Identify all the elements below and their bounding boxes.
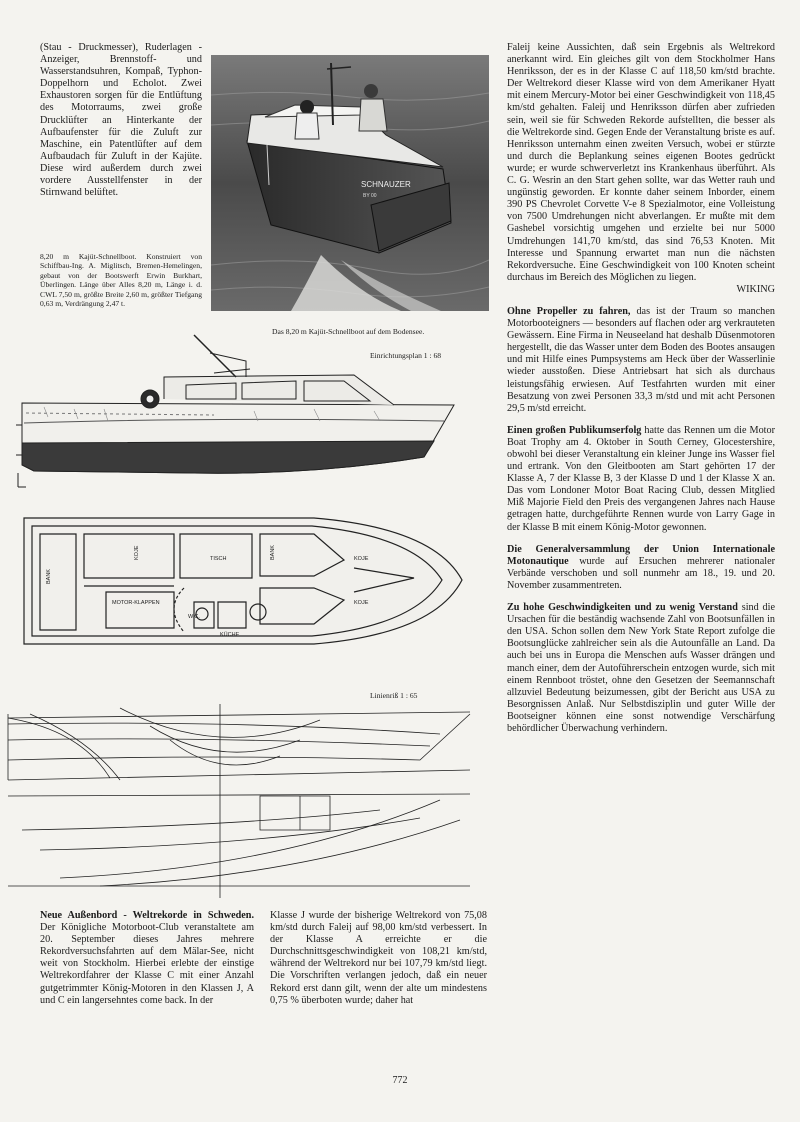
plan-label-koje-2: KOJE xyxy=(354,556,369,562)
einrichtungsplan-label: Einrichtungsplan 1 : 68 xyxy=(370,351,442,360)
plan-label-wc: W.C. xyxy=(188,614,200,620)
speed-heading: Zu hohe Geschwindigkeiten und zu wenig Verstand xyxy=(507,602,738,614)
col1-top-text xyxy=(40,42,202,199)
plan-label-bank-right: BANK xyxy=(270,545,276,560)
plan-label-koje-1: KOJE xyxy=(134,545,140,560)
signature: WIKING xyxy=(736,283,775,295)
section-speed xyxy=(507,602,775,735)
lines-drawing xyxy=(0,700,480,898)
page-number: 772 xyxy=(392,1075,408,1086)
plan-label-motor-klappen: MOTOR-KLAPPEN xyxy=(112,600,160,606)
boat-name-text: SCHNAUZER xyxy=(361,180,411,189)
section-uim xyxy=(507,544,775,592)
publikum-body: hatte das Rennen um die Motor Boat Trophy am 4. Oktober in South Cerney, Glocestershire, obwohl bei dieser Veranstaltung ein kleiner Junge ins Wasser fiel und ertrank. Von den Gleitbooten am Start gehörten 17 der Klasse A, 7 der Klasse B, 3 der Klasse D und 1 der Klasse X an. Das vom Londoner Motor Boat Racing Club, dessen Mitglied Miß Majorie Field den Preis des vergangenen Jahres nach Hause getragen hatte, durchgeführte Rennen wurde von Larry Gage in der Klasse B mit einem König-Motor gewonnen. xyxy=(507,424,775,533)
uim-body: wurde auf Ersuchen mehrerer nationaler Verbände verschoben und soll nunmehr am 18., 19. und 20. November zusammentreten. xyxy=(507,555,775,591)
plan-label-tisch: TISCH xyxy=(210,556,227,562)
aussenbord-text xyxy=(40,910,254,1007)
col3-top-paragraph: Faleij keine Aussichten, daß sein Ergebnis als Weltrekord anerkannt wird. Ein gleiches gilt von dem Stockholmer Hans Henriksson, der es in der Klasse C auf 118,50 km/std brachte. Der Weltrekord dieser Klasse wird von dem Amerikaner Hyatt mit einem Mercury-Motor bei einer Geschwindigkeit von 118,45 km/std gehalten. Faleij und Henriksson dürfen aber zufrieden sein, weil sie für Schweden Rekorde aufstellten, die besser als die Weltrekorde sind. Gegen Ende der Veranstaltung briste es auf. Henriksson unternahm einen zweiten Versuch, wobei er stürzte und durch die Beplankung seines eigenen Bootes gedrückt wurde; er wurde schwerverletzt ins Krankenhaus überführt. Als C. G. Wesrin an den Start gehen sollte, war das Wetter rauh und ungünstig geworden. Er konnte daher seinem Inborder, einem 390 PS Chevrolet Corvette V-e 8 Spezialmotor, eine Volleistung von 7500 Umdrehungen nicht abverlangen. Er mußte mit dem Gashebel vorsichtig umgehen und erzielte bei nur 5000 Umdrehungen 141,70 km/std, das sind 76,53 Knoten. Mit Interesse und Spannung erwartet man nun die nächsten Rekordversuche. Eine Geschwindigkeit von 100 Knoten scheint durchaus im Bereich des Möglichen zu liegen. xyxy=(507,42,775,283)
spec-caption-text: 8,20 m Kajüt-Schnellboot. Konstruiert von Schiffbau-Ing. A. Miglitsch, Bremen-Hemelingen, gebaut von der Bootswerft Erwin Burkhart, Überlingen. Länge über Alles 8,20 m, Länge i. d. CWL 7,50 m, größte Breite 2,60 m, größter Tiefgang 0,63 m, Verdrängung 2,47 t. xyxy=(40,252,202,309)
plan-view-drawing xyxy=(14,508,464,658)
propeller-body: das ist der Traum so manchen Motorbooteigners — besonders auf flachen oder arg verkrauteten Gewässern. Eine Firma in Neuseeland hat deshalb Düsenmotoren hergestellt, die das Wasser unter dem Boden des Bootes ansaugen und mit Hilfe eines Pumpsystems am Heck über der Wasserlinie wieder ausstoßen. Diese Antriebsart hat sich als durchaus leistungsfähig erwiesen. Auf Testfahrten wurden mit einer Besatzung von zwei Personen 33,3 m/std und mit acht Personen 29,5 m/std erreicht. xyxy=(507,305,775,414)
section-propeller xyxy=(507,306,775,415)
uim-heading: Die Generalversammlung der Union Internationale Motonautique xyxy=(507,543,775,567)
side-elevation-drawing xyxy=(14,325,464,493)
photo-caption-text: Das 8,20 m Kajüt-Schnellboot auf dem Bodensee. xyxy=(272,327,425,336)
publikum-heading: Einen großen Publikumserfolg xyxy=(507,424,642,436)
klasse-j-paragraph: Klasse J wurde der bisherige Weltrekord von 75,08 km/std durch Faleij auf 98,00 km/std verbessert. In der Klasse A erreichte er die Durchschnittsgeschwindigkeit von 108,21 km/std, während der Weltrekord nur bei 107,79 km/std liegt. Die Vorschriften verlangen jedoch, daß ein neuer Rekord erst dann gilt, wenn der alte um mindestens 0,75 % überboten wurde; daher hat xyxy=(270,910,487,1006)
spec-caption xyxy=(40,252,202,308)
boat-reg-text: BY 00 xyxy=(363,193,377,199)
aussenbord-body: Der Königliche Motorboot-Club veranstaltete am 20. September dieses Jahres mehrere Rekordversuchsfahrten auf dem Mälar-See, nicht weit von Stockholm. Hierbei erlebte der einstige Weltrekordfahrer der Klasse C mit einer Anzahl gutgetrimmter König-Motoren in den Klassen J, A und C ein langersehntes come back. In der xyxy=(40,922,254,1006)
plan-label-kuche: KÜCHE xyxy=(220,632,240,638)
section-aussenbord xyxy=(40,910,254,1007)
col1-paragraph: (Stau - Druckmesser), Ruderlagen - Anzeiger, Brennstoff- und Wasserstandsuhren, Kompaß, Typhon-Doppelhorn und Echolot. Zwei Exhaustoren sorgen für die Entlüftung des Motorraums, zwei große Drucklüfter an Hinterkante der Aufbaufenster für die Zuluft zur Maschine, ein Patentlüfter auf dem Aufbaudach für Zuluft in der Kajüte. Diese wird außerdem durch zwei vordere Ausstellfenster in der Stirnwand belüftet. xyxy=(40,42,202,199)
col3-text xyxy=(507,42,775,735)
boat-photo-image xyxy=(211,55,489,311)
section-publikum xyxy=(507,425,775,534)
linienriss-label: Linienriß 1 : 65 xyxy=(370,691,418,700)
propeller-heading: Ohne Propeller zu fahren, xyxy=(507,305,631,317)
speed-body: sind die Ursachen für die beständig wachsende Zahl von Bootsunfällen in den USA. Schon sollen dem New York State Report zufolge die Bootsunglücke zahlreicher sein als die Autounfälle an Land. Da auch bei uns in Europa die Menschen aufs Wasser drängen und manch einer, dem der Autoführerschein entzogen wurde, sich mit einem Rennboot tröstet, ohne den Gesetzen der Seemannschaft allzuviel Bedeutung beizumessen, gibt der Bericht aus USA zu Besorgnissen Anlaß. Nur Selbstdisziplin und guter Wille der Bootseigner können eine sonst notwendige Verschärfung behördlicher Überwachung verhindern. xyxy=(507,602,776,734)
boat-photo xyxy=(211,55,489,311)
plan-label-koje-3: KOJE xyxy=(354,600,369,606)
plan-label-bank-left: BANK xyxy=(46,569,52,584)
klasse-j-text xyxy=(270,910,487,1007)
aussenbord-heading: Neue Außenbord - Weltrekorde in Schweden. xyxy=(40,910,254,921)
